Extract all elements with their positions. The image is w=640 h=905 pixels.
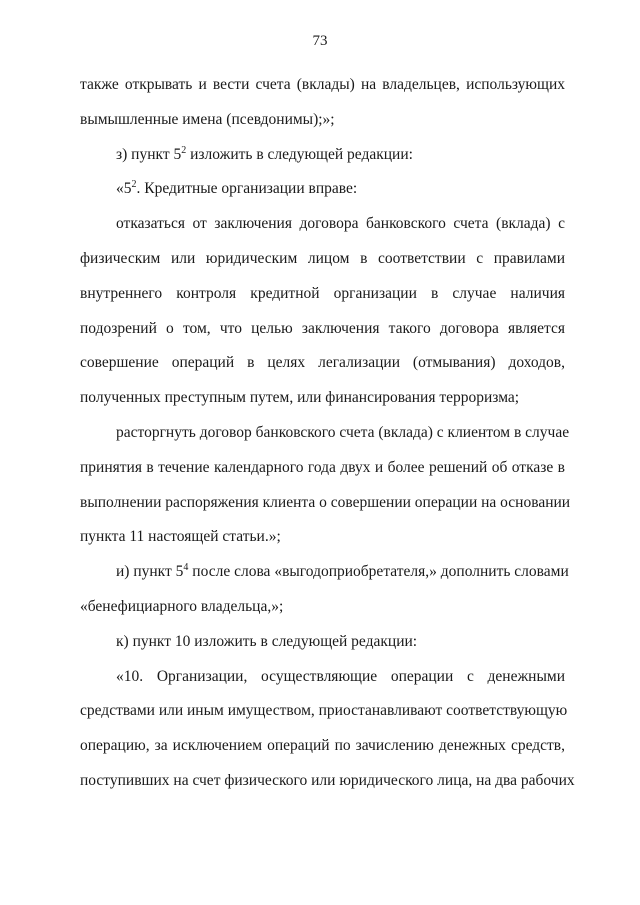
superscript: 2 [181,144,187,156]
text-line: физическим или юридическим лицом в соответствии с правилами [80,249,565,267]
text-line: расторгнуть договор банковского счета (вклада) с клиентом в случае [116,423,570,441]
text-line: «10. Организации, осуществляющие операции с денежными [116,667,565,685]
text-line: выполнении распоряжения клиента о совершении операции на основании [80,493,571,511]
line-text: изложить в следующей редакции: [186,145,413,163]
superscript: 2 [131,179,137,191]
line-text: з) пункт 5 [116,145,182,163]
text-line: полученных преступным путем, или финансирования терроризма; [80,389,520,407]
text-line: отказаться от заключения договора банковского счета (вклада) с [116,215,565,233]
document-body [80,68,575,799]
text-line [80,172,565,207]
text-line: подозрений о том, что целью заключения такого договора является [80,319,565,337]
text-line: внутреннего контроля кредитной организации в случае наличия [80,284,565,302]
text-line [80,555,569,590]
text-line: операцию, за исключением операций по зачислению денежных средств, [80,737,565,755]
text-line: к) пункт 10 изложить в следующей редакции: [116,632,418,650]
text-line: средствами или иным имуществом, приостанавливают соответствующую [80,702,568,720]
line-text: «5 [116,180,132,198]
superscript: 4 [183,562,189,574]
text-line: пункта 11 настоящей статьи.»; [80,528,281,546]
line-text: . Кредитные организации вправе: [136,180,358,198]
text-line: вымышленные имена (псевдонимы);»; [80,110,335,128]
line-text: и) пункт 5 [116,563,184,581]
text-line [80,138,565,173]
text-line: поступивших на счет физического или юридического лица, на два рабочих [80,771,575,789]
line-text: после слова «выгодоприобретателя,» дополнить словами [188,563,569,581]
text-line: принятия в течение календарного года двух и более решений об отказе в [80,458,565,476]
text-line: «бенефициарного владельца,»; [80,597,284,615]
text-line: также открывать и вести счета (вклады) на владельцев, использующих [80,76,565,93]
text-line: совершение операций в целях легализации (отмывания) доходов, [80,354,565,372]
page-number: 73 [312,33,328,49]
